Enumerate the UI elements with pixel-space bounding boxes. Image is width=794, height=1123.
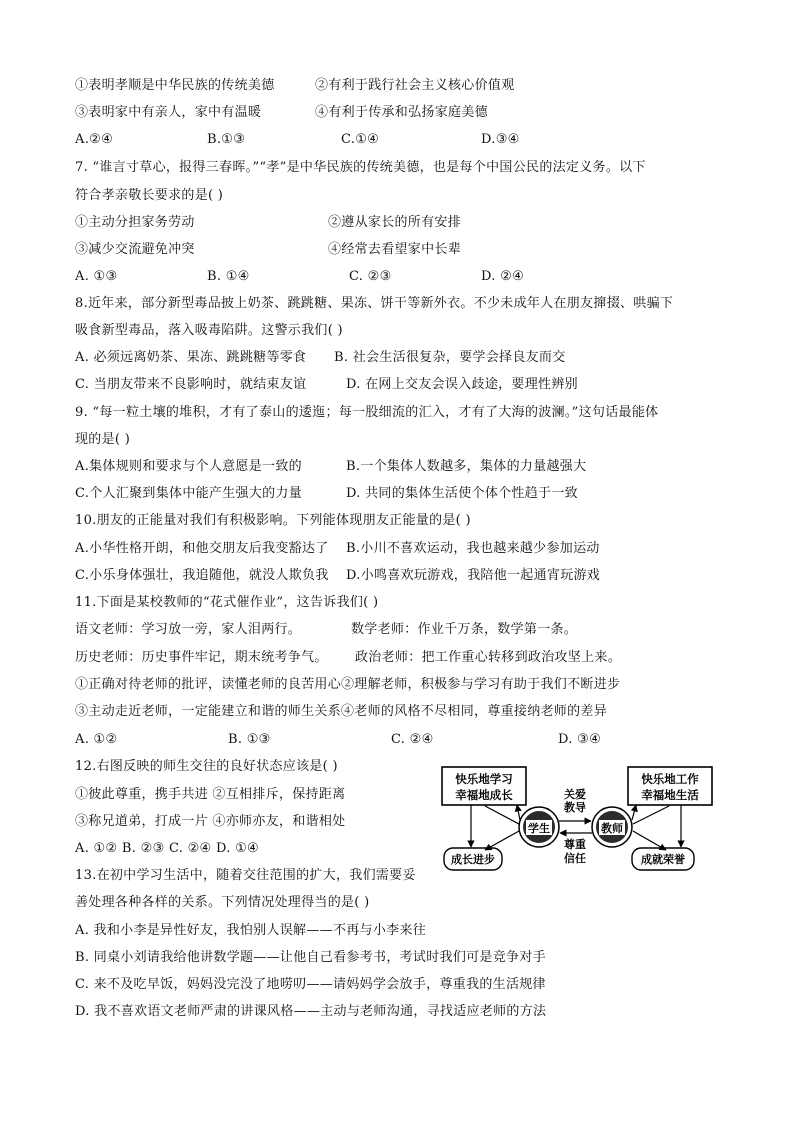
q7-option-1: ①主动分担家务劳动 — [75, 215, 195, 230]
q10-stem: 10.朋友的正能量对我们有积极影响。下列能体现朋友正能量的是( ) — [75, 513, 471, 528]
respect-label-2: 信任 — [564, 852, 586, 865]
left-bottom-text: 成长进步 — [451, 853, 495, 866]
q7-option-4: ④经常去看望家中长辈 — [328, 242, 462, 257]
q9-option-c: C.个人汇聚到集体中能产生强大的力量 — [75, 486, 303, 501]
teacher-student-diagram — [441, 764, 716, 872]
q10-option-a: A.小华性格开朗，和他交朋友后我变豁达了 — [75, 541, 329, 556]
q10-option-d: D.小鸣喜欢玩游戏，我陪他一起通宵玩游戏 — [346, 568, 601, 583]
q6-choice-c: C.①④ — [341, 132, 380, 147]
q7-choice-b: B. ①④ — [207, 269, 250, 284]
q8-option-d: D. 在网上交友会误入歧途，要理性辨别 — [346, 377, 578, 392]
q7-option-2: ②遵从家长的所有安排 — [328, 215, 462, 230]
q9-option-d: D. 共同的集体生活使个体个性趋于一致 — [346, 486, 578, 501]
q8-stem-line1: 8.近年来，部分新型毒品披上奶茶、跳跳糖、果冻、饼干等新外衣。不少未成年人在朋友撺掇、哄骗下 — [75, 296, 674, 311]
q11-choice-c: C. ②④ — [391, 732, 434, 747]
q6-option-3: ③表明家中有亲人，家中有温暖 — [75, 105, 262, 120]
left-diag-1 — [485, 806, 519, 824]
q9-stem-line2: 现的是( ) — [75, 432, 131, 447]
right-bottom-text: 成就荣誉 — [641, 853, 685, 866]
q13-option-b: B. 同桌小刘请我给他讲数学题——让他自己看参考书，考试时我们可是竞争对手 — [75, 950, 546, 965]
right-diag-2 — [633, 831, 666, 850]
q7-choice-a: A. ①③ — [75, 269, 118, 284]
q7-stem-line1: 7. “谁言寸草心，报得三春晖。”“孝”是中华民族的传统美德，也是每个中国公民的法定义务。以下 — [75, 160, 646, 175]
respect-label-1: 尊重 — [564, 838, 586, 851]
left-diag-2 — [485, 831, 519, 850]
right-top-link — [632, 805, 636, 820]
q6-choice-b: B.①③ — [207, 132, 246, 147]
q13-stem-line2: 善处理各种各样的关系。下列情况处理得当的是( ) — [75, 895, 370, 910]
q11-stem: 11.下面是某校教师的“花式催作业”，这告诉我们( ) — [75, 595, 379, 610]
q11-teacher-history: 历史老师：历史事件牢记，期末统考争气。 — [75, 650, 328, 665]
q11-choice-b: B. ①③ — [228, 732, 271, 747]
q13-option-a: A. 我和小李是异性好友，我怕别人误解——不再与小李来往 — [75, 923, 427, 938]
q12-options-3-4: ③称兄道弟，打成一片 ④亦师亦友，和谐相处 — [75, 814, 346, 829]
q7-choice-d: D. ②④ — [481, 269, 525, 284]
q12-stem: 12.右图反映的师生交往的良好状态应该是( ) — [75, 759, 338, 774]
q9-option-b: B.一个集体人数越多，集体的力量越强大 — [346, 459, 587, 474]
q6-choice-a: A.②④ — [75, 132, 114, 147]
left-top-text-2: 幸福地成长 — [455, 788, 513, 802]
right-top-text-2: 幸福地生活 — [641, 788, 699, 802]
q8-option-a: A. 必须远离奶茶、果冻、跳跳糖等零食 — [75, 350, 307, 365]
q11-teacher-math: 数学老师：作业千万条，数学第一条。 — [351, 622, 578, 637]
teacher-label: 教师 — [601, 822, 623, 835]
q8-option-c: C. 当朋友带来不良影响时，就结束友谊 — [75, 377, 307, 392]
q10-option-c: C.小乐身体强壮，我追随他，就没人欺负我 — [75, 568, 329, 583]
q11-choice-d: D. ③④ — [558, 732, 602, 747]
q13-option-c: C. 来不及吃早饭，妈妈没完没了地唠叨——请妈妈学会放手，尊重我的生活规律 — [75, 977, 546, 992]
q13-option-d: D. 我不喜欢语文老师严肃的讲课风格——主动与老师沟通，寻找适应老师的方法 — [75, 1004, 547, 1019]
q11-teacher-politics: 政治老师：把工作重心转移到政治攻坚上来。 — [355, 650, 622, 665]
q12-options-1-2: ①彼此尊重，携手共进 ②互相排斥，保持距离 — [75, 787, 346, 802]
right-top-text-1: 快乐地工作 — [641, 772, 699, 786]
q7-stem-line2: 符合孝亲敬长要求的是( ) — [75, 188, 224, 203]
q11-options-1-2: ①正确对待老师的批评，读懂老师的良苦用心②理解老师，积极参与学习有助于我们不断进步 — [75, 677, 621, 692]
q10-option-b: B.小川不喜欢运动，我也越来越少参加运动 — [346, 541, 600, 556]
q7-choice-c: C. ②③ — [349, 269, 392, 284]
q6-option-4: ④有利于传承和弘扬家庭美德 — [315, 105, 488, 120]
q9-option-a: A.集体规则和要求与个人意愿是一致的 — [75, 459, 302, 474]
right-diag-1 — [633, 806, 669, 824]
q7-option-3: ③减少交流避免冲突 — [75, 242, 195, 257]
q6-option-1: ①表明孝顺是中华民族的传统美德 — [75, 78, 275, 93]
q12-choices: A. ①② B. ②③ C. ②④ D. ①④ — [75, 841, 259, 856]
q6-option-2: ②有利于践行社会主义核心价值观 — [315, 78, 515, 93]
q8-stem-line2: 吸食新型毒品，落入吸毒陷阱。这警示我们( ) — [75, 323, 343, 338]
q13-stem-line1: 13.在初中学习生活中，随着交往范围的扩大，我们需要妥 — [75, 868, 416, 883]
q11-choice-a: A. ①② — [75, 732, 118, 747]
left-top-text-1: 快乐地学习 — [455, 772, 513, 786]
student-label: 学生 — [528, 822, 550, 835]
care-label-2: 教导 — [564, 801, 586, 814]
care-label-1: 关爱 — [564, 788, 586, 801]
q11-teacher-chinese: 语文老师：学习放一旁，家人泪两行。 — [75, 622, 302, 637]
q9-stem-line1: 9. “每一粒土壤的堆积，才有了泰山的逶迤；每一股细流的汇入，才有了大海的波澜。”这句话最能体 — [75, 405, 659, 420]
q8-option-b: B. 社会生活很复杂，要学会择良友而交 — [334, 350, 566, 365]
left-top-link — [517, 805, 520, 820]
q6-choice-d: D.③④ — [481, 132, 520, 147]
q11-options-3-4: ③主动走近老师，一定能建立和谐的师生关系④老师的风格不尽相同，尊重接纳老师的差异 — [75, 704, 608, 719]
